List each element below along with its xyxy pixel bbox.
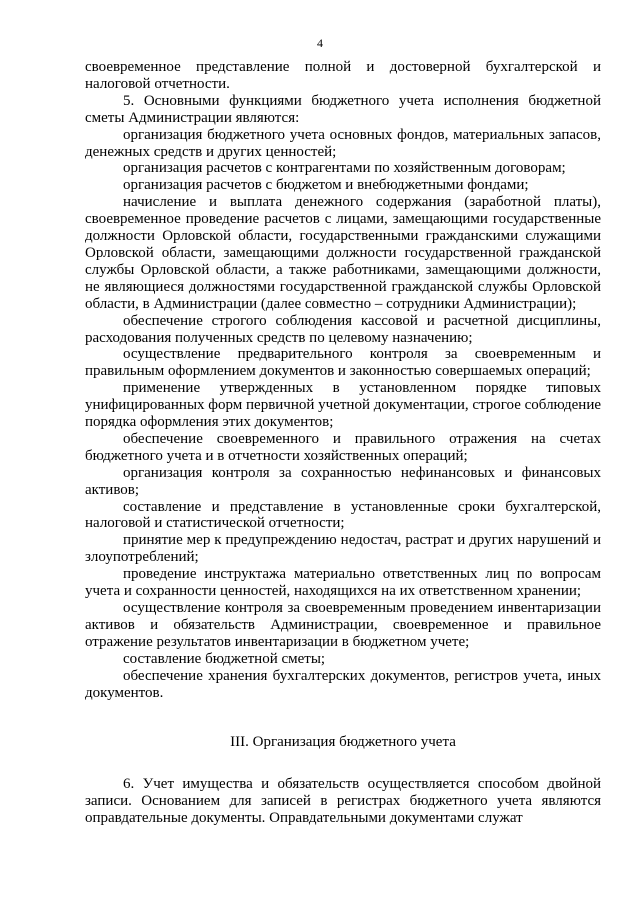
section-title: III. Организация бюджетного учета <box>230 734 456 751</box>
paragraph: проведение инструктажа материально ответственных лиц по вопросам учета и сохранности ценностей, находящихся на их ответственном хранении; <box>85 566 601 600</box>
page-number: 4 <box>317 36 323 50</box>
paragraph: составление и представление в установленные сроки бухгалтерской, налоговой и статистической отчетности; <box>85 498 601 532</box>
paragraph: составление бюджетной сметы; <box>123 650 326 667</box>
paragraph: осуществление контроля за своевременным проведением инвентаризации активов и обязательств Администрации, своевременное и правильное отражение результатов инвентаризации в бюджетном учете; <box>85 600 601 650</box>
paragraph: организация бюджетного учета основных фондов, материальных запасов, денежных средств и других ценностей; <box>85 126 601 160</box>
paragraph: осуществление предварительного контроля за своевременным и правильным оформлением документов и законностью совершаемых операций; <box>85 346 601 380</box>
paragraph: 5. Основными функциями бюджетного учета исполнения бюджетной сметы Администрации являются: <box>85 92 601 126</box>
paragraph: обеспечение строгого соблюдения кассовой и расчетной дисциплины, расходования полученных средств по целевому назначению; <box>85 312 601 346</box>
paragraph: 6. Учет имущества и обязательств осуществляется способом двойной записи. Основанием для записей в регистрах бюджетного учета являются оправдательные документы. Оправдательными документами служат <box>85 776 601 827</box>
paragraph: своевременное представление полной и достоверной бухгалтерской и налоговой отчетности. <box>85 59 601 92</box>
paragraph: начисление и выплата денежного содержания (заработной платы), своевременное проведение расчетов с лицами, замещающими государственные должности Орловской области, государственными гражданскими служащими Орловской области, замещающими должности государственной гражданской службы Орловской области, а также работниками, замещающими должности, не являющиеся должностями государственной гражданской службы Орловской области, в Администрации (далее совместно – сотрудники Администрации); <box>85 194 601 312</box>
document-body <box>85 59 601 827</box>
section-body <box>85 776 601 827</box>
paragraph: применение утвержденных в установленном порядке типовых унифицированных форм первичной учетной документации, строгое соблюдение порядка оформления этих документов; <box>85 380 601 431</box>
functions-list <box>85 59 601 701</box>
paragraph: принятие мер к предупреждению недостач, растрат и других нарушений и злоупотреблений; <box>85 532 601 566</box>
paragraph: организация контроля за сохранностью нефинансовых и финансовых активов; <box>85 464 601 498</box>
paragraph: обеспечение хранения бухгалтерских документов, регистров учета, иных документов. <box>85 667 601 701</box>
paragraph: организация расчетов с контрагентами по хозяйственным договорам; <box>123 160 566 177</box>
paragraph: обеспечение своевременного и правильного отражения на счетах бюджетного учета и в отчетности хозяйственных операций; <box>85 430 601 464</box>
paragraph: организация расчетов с бюджетом и внебюджетными фондами; <box>123 177 529 194</box>
